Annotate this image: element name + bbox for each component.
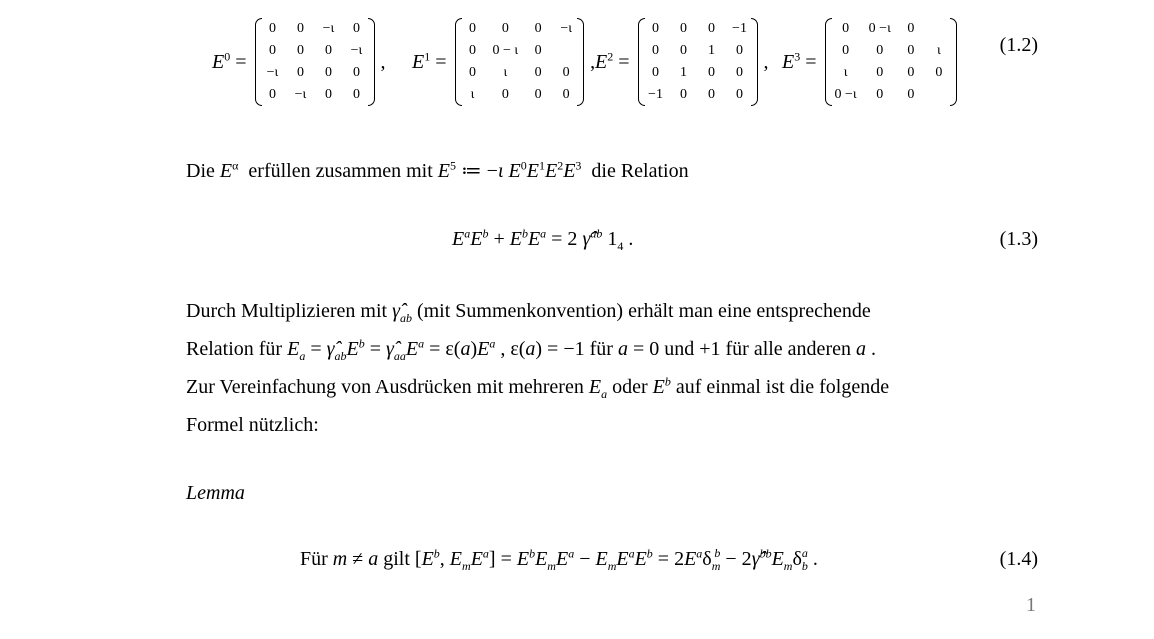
matrix-cell: 0	[680, 21, 687, 36]
matrix-cell: 0	[708, 87, 715, 102]
matrix-e0: $E^0$ = 0 0 −ι 0 0 0 0 −ι −ι 0 0 0 0 −ι 0 0 ,	[212, 12, 386, 112]
matrix-cell: 1	[708, 43, 715, 58]
matrix-cell: 0	[652, 65, 659, 80]
lemma-heading: Lemma	[186, 482, 245, 504]
matrix-cell: 1	[680, 65, 687, 80]
matrix-definitions	[212, 12, 1042, 112]
matrix-row	[642, 84, 754, 106]
equation-number-1-2: (1.2)	[999, 34, 1038, 56]
matrix-row	[829, 84, 953, 106]
equation-number-1-3: (1.3)	[999, 228, 1038, 250]
matrix-cell: 0	[297, 65, 304, 80]
matrix-cell: 0	[297, 21, 304, 36]
matrix-e2: $E^2$ = 0 0 0 −1 0 0 1 0 0 1 0 0 −1 0 0 0 ,	[595, 12, 769, 112]
matrix-cell: 0	[708, 65, 715, 80]
equation-1-3: $E^aE^b + E^bE^a = 2$ γ̂$^{ab}$ $1_4$ .	[452, 226, 634, 253]
matrix-cell: 0	[736, 87, 743, 102]
matrix-cell: −ι	[294, 87, 307, 102]
matrix-cell: −1	[648, 87, 663, 102]
matrix-cell: 0	[876, 43, 884, 58]
matrix-cell: 0	[680, 43, 687, 58]
matrix-cell: 0	[708, 21, 715, 36]
matrix-cell: 0	[501, 21, 509, 36]
matrix-cell: −ι	[266, 65, 279, 80]
matrix-cell: 0	[269, 21, 276, 36]
matrix-e1: $E^1$ = 0 0 0 −ι 0 0 − ι 0 0 ι 0 0 ι 0 0 0 ,	[412, 12, 595, 112]
matrix-cell: 0	[269, 87, 276, 102]
equation-1-4: Für m ≠ a gilt [$E^b$, $E_mE^a] = E^bE_mE^a - E_mE^aE^b = 2E^a\delta_m^b$ − $2\gammâ^{bb}E_m\delta_b^a$ .	[300, 546, 818, 573]
matrix-cell: 0	[680, 87, 687, 102]
matrix-cell: 0	[935, 65, 943, 80]
matrix-cell: 0	[652, 21, 659, 36]
matrix-cell: 0	[907, 43, 915, 58]
matrix-row	[829, 40, 953, 62]
matrix-cell: 0	[907, 65, 915, 80]
matrix-cell: −ι	[322, 21, 335, 36]
matrix-row	[642, 40, 754, 62]
matrix-cell: 0	[469, 65, 476, 80]
matrix-grid	[259, 18, 371, 106]
matrix-row	[459, 18, 581, 40]
matrix-cell: 0	[353, 87, 360, 102]
matrix-cell	[925, 18, 953, 40]
matrix-cell	[552, 40, 580, 62]
matrix-cell: 0	[876, 87, 884, 102]
matrix-cell: ι	[936, 43, 941, 58]
matrix-cell	[925, 84, 953, 106]
matrix-cell: 0	[534, 43, 542, 58]
matrix-cell: 0 −ι	[868, 21, 891, 36]
matrix-cell: ι	[843, 65, 848, 80]
matrix-cell: 0	[469, 43, 476, 58]
page-number: 1	[1026, 594, 1036, 616]
matrix-cell: 0	[907, 87, 915, 102]
matrix-cell: 0	[907, 21, 915, 36]
matrix-row	[642, 18, 754, 40]
matrix-cell: 0	[534, 21, 542, 36]
matrix-cell: 0	[736, 43, 743, 58]
matrix-cell: ι	[503, 65, 508, 80]
matrix-cell: ι	[470, 87, 475, 102]
text-line-relation: Die $E^\alpha$ erfüllen zusammen mit $E^5$ ≔ −ι $E^0E^1E^2E^3$ die Relation	[186, 158, 689, 182]
matrix-cell: −ι	[350, 43, 363, 58]
matrix-cell: 0	[562, 87, 570, 102]
matrix-cell: 0	[325, 65, 332, 80]
matrix-cell: 0	[842, 21, 850, 36]
matrix-row	[259, 62, 371, 84]
matrix-e3: $E^3$ = 0 0 −ι 0 0 0 0 ι ι 0 0 0 0 −ι 0 0	[782, 12, 957, 112]
matrix-row	[459, 84, 581, 106]
matrix-cell: 0	[297, 43, 304, 58]
matrix-row	[259, 18, 371, 40]
matrix-cell: −1	[732, 21, 747, 36]
matrix-cell: 0 −ι	[834, 87, 857, 102]
matrix-cell: 0	[736, 65, 743, 80]
matrix-cell: 0	[842, 43, 850, 58]
matrix-cell: 0	[353, 21, 360, 36]
matrix-cell: 0	[534, 65, 542, 80]
equation-number-1-4: (1.4)	[999, 548, 1038, 570]
matrix-cell: −ι	[560, 21, 572, 36]
matrix-row	[829, 18, 953, 40]
matrix-cell: 0	[652, 43, 659, 58]
matrix-cell: 0	[876, 65, 884, 80]
matrix-row	[642, 62, 754, 84]
matrix-row	[259, 84, 371, 106]
matrix-cell: 0	[325, 43, 332, 58]
matrix-cell: 0	[269, 43, 276, 58]
matrix-grid	[459, 18, 581, 106]
matrix-cell: 0	[325, 87, 332, 102]
paragraph-multiplication: Durch Multiplizieren mit $\gammâ_{ab}$ (mit Summenkonvention) erhält man eine entsprechende Relation für $E_a$ = $\gammâ_{ab}E^b$ = $\gammâ_{aa}E^a = \varepsilon(a)E^a$ , ε(a) = −1 für a = 0 und +1 für alle anderen a . Zur Vereinfachung von Ausdrücken mit mehreren $E_a$ oder $E^b$ auf einmal ist die folgende Formel nützlich:	[186, 300, 890, 436]
matrix-row	[259, 40, 371, 62]
matrix-cell: 0	[501, 87, 509, 102]
matrix-row	[459, 40, 581, 62]
matrix-grid	[829, 18, 953, 106]
matrix-cell: 0	[534, 87, 542, 102]
matrix-cell: 0	[562, 65, 570, 80]
matrix-cell: 0	[353, 65, 360, 80]
matrix-row	[459, 62, 581, 84]
matrix-cell: 0 − ι	[492, 43, 519, 58]
matrix-cell: 0	[469, 21, 476, 36]
matrix-row	[829, 62, 953, 84]
matrix-grid	[642, 18, 754, 106]
